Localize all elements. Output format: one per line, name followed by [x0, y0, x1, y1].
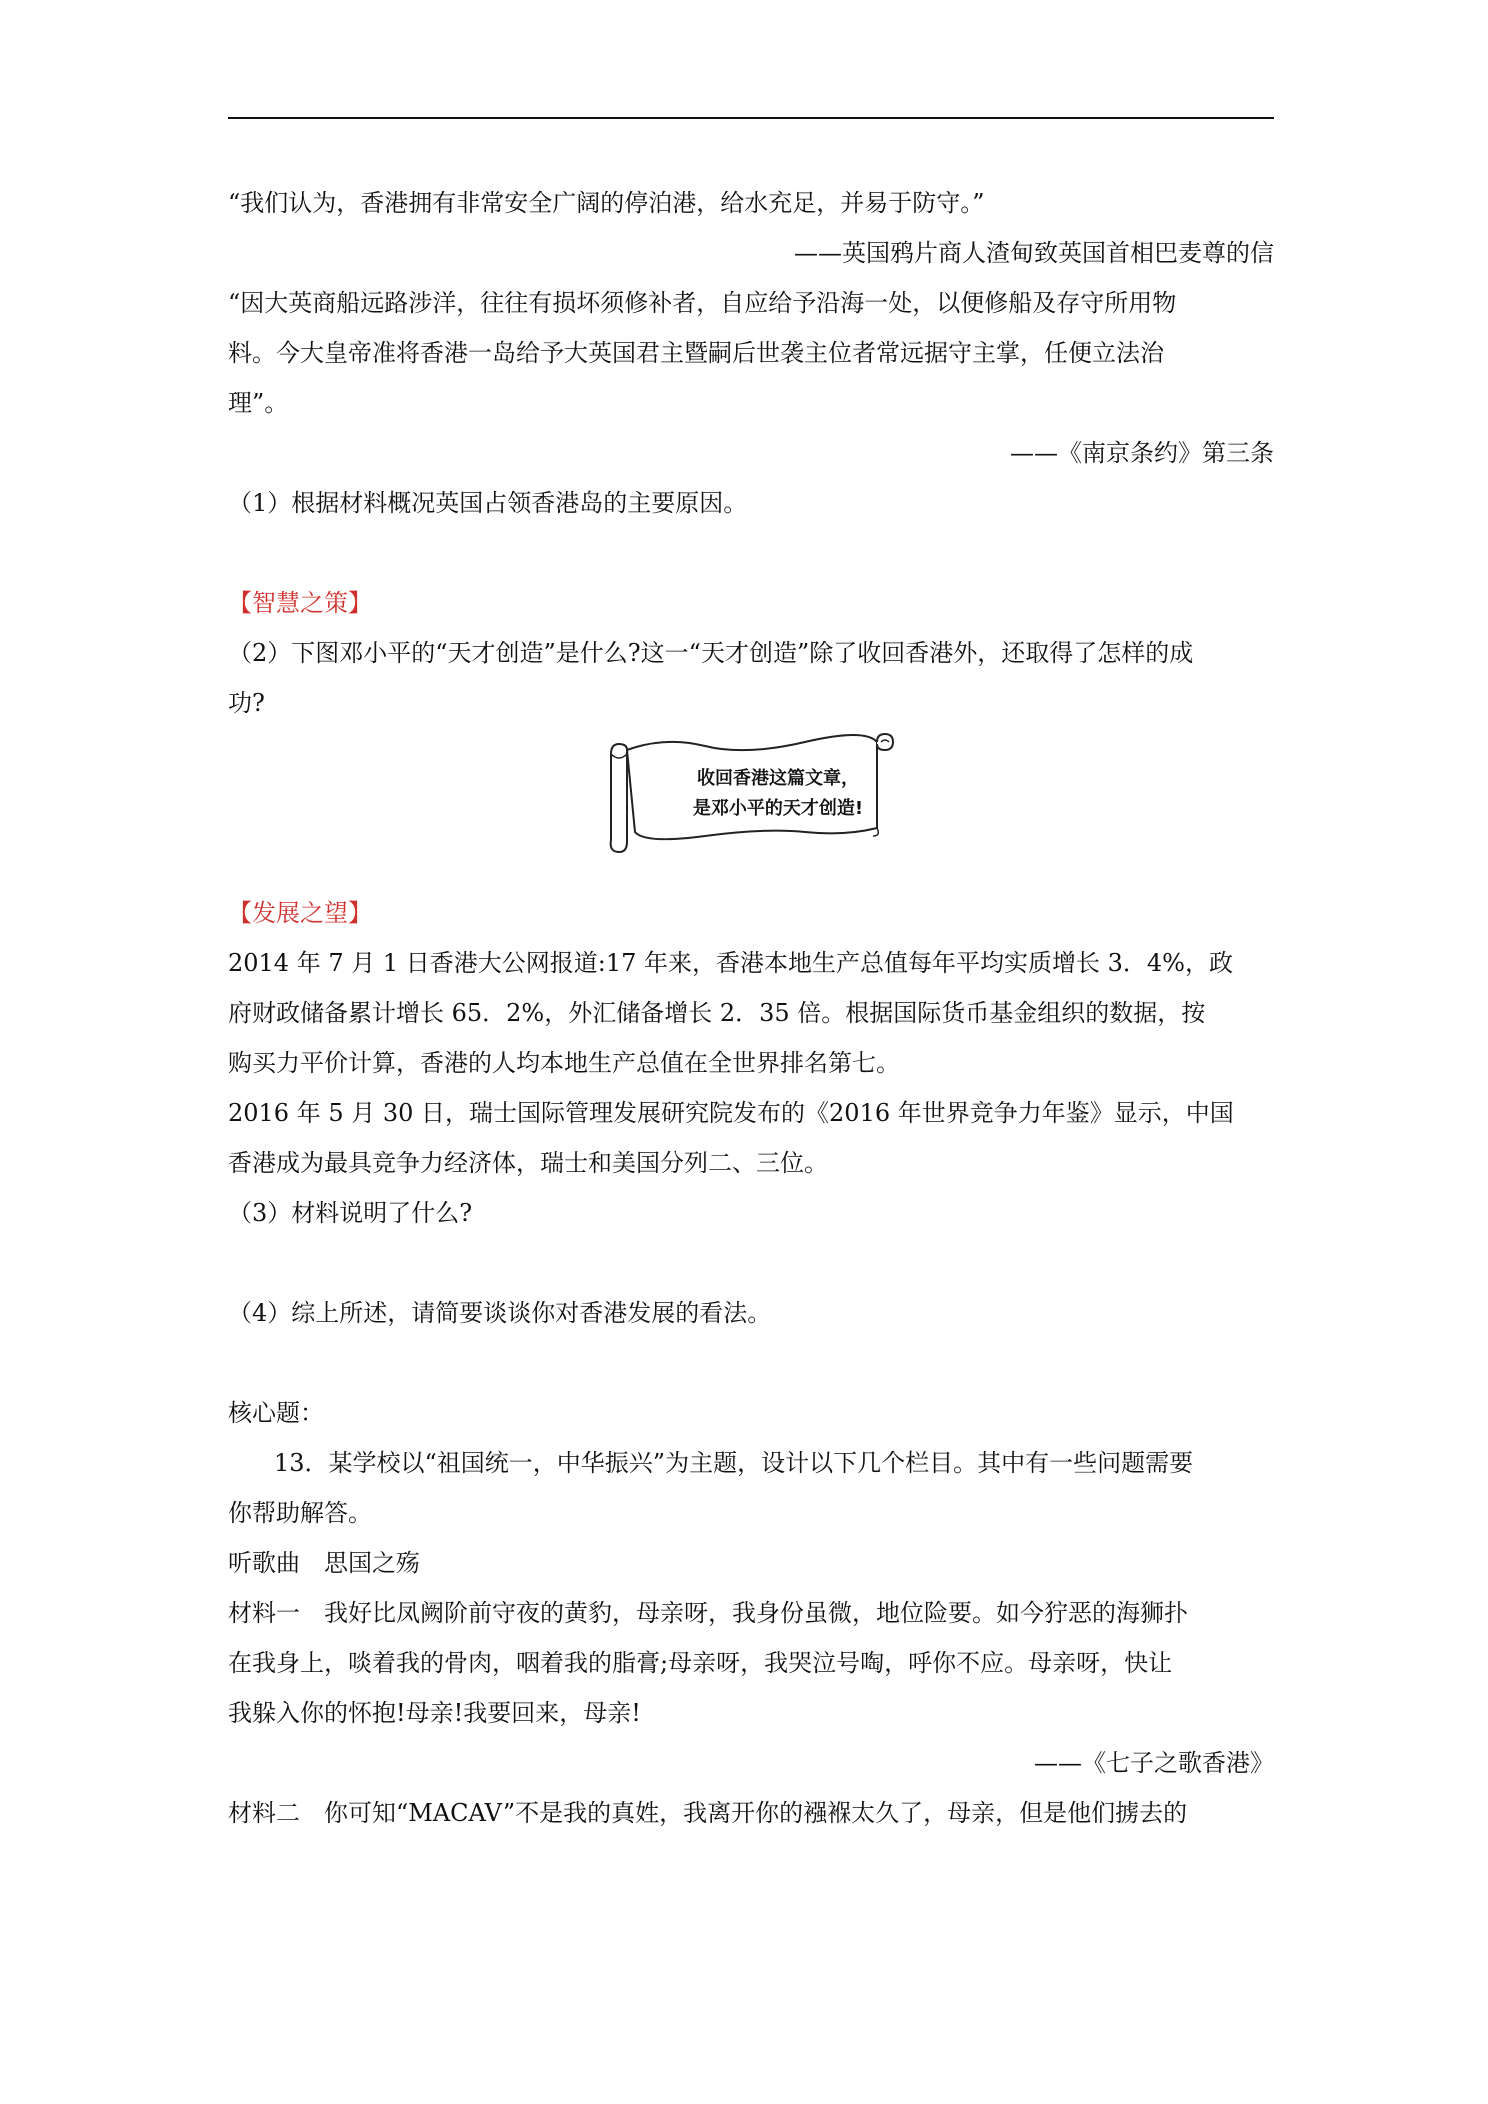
question-1: （1）根据材料概况英国占领香港岛的主要原因。: [228, 489, 748, 517]
question-4: （4）综上所述，请简要谈谈你对香港发展的看法。: [228, 1299, 772, 1327]
scroll-figure: [228, 728, 1274, 888]
scroll-caption-line-2: 是邓小平的天才创造!: [692, 798, 864, 819]
subsection-title: 听歌曲 思国之殇: [228, 1549, 420, 1577]
question-13-line-1: 13．某学校以“祖国统一，中华振兴”为主题，设计以下几个栏目。其中有一些问题需要: [274, 1449, 1194, 1477]
para-1-line-1: 2014 年 7 月 1 日香港大公网报道:17 年来，香港本地生产总值每年平均实质增长 3．4%，政: [228, 949, 1233, 977]
question-3: （3）材料说明了什么?: [228, 1199, 473, 1227]
material-1-line-3: 我躲入你的怀抱!母亲!我要回来，母亲!: [228, 1699, 641, 1727]
material-2-line-1: 材料二 你可知“MACAV”不是我的真姓，我离开你的襁褓太久了，母亲，但是他们掳去的: [228, 1799, 1188, 1827]
scroll-caption-line-1: 收回香港这篇文章，: [697, 768, 859, 789]
core-question-heading: 核心题：: [228, 1399, 324, 1427]
document-body: [228, 178, 1274, 1838]
para-2-line-2: 香港成为最具竞争力经济体，瑞士和美国分列二、三位。: [228, 1149, 828, 1177]
material-1-source: ——《七子之歌香港》: [1034, 1749, 1274, 1777]
material-1-line-2: 在我身上，啖着我的骨肉，咽着我的脂膏;母亲呀，我哭泣号啕，呼你不应。母亲呀，快让: [228, 1649, 1173, 1677]
para-1-line-3: 购买力平价计算，香港的人均本地生产总值在全世界排名第七。: [228, 1049, 900, 1077]
para-2-line-1: 2016 年 5 月 30 日，瑞士国际管理发展研究院发布的《2016 年世界竞争力年鉴》显示，中国: [228, 1099, 1234, 1127]
material-1-line-1: 材料一 我好比凤阙阶前守夜的黄豹，母亲呀，我身份虽微，地位险要。如今狞恶的海狮扑: [228, 1599, 1188, 1627]
quote-treaty-line-1: “因大英商船远路涉洋，往往有损坏须修补者，自应给予沿海一处，以便修船及存守所用物: [228, 289, 1177, 317]
quote-treaty-line-2: 料。今大皇帝准将香港一岛给予大英国君主暨嗣后世袭主位者常远据守主掌，任便立法治: [228, 339, 1164, 367]
section-heading-wisdom: 【智慧之策】: [228, 589, 372, 617]
spacer: [228, 1338, 1274, 1388]
section-heading-development: 【发展之望】: [228, 899, 372, 927]
question-2-line-2: 功?: [228, 689, 265, 717]
spacer: [228, 1238, 1274, 1288]
quote-jardine: “我们认为，香港拥有非常安全广阔的停泊港，给水充足，并易于防守。”: [228, 189, 985, 217]
quote-treaty-line-3: 理”。: [228, 389, 289, 417]
spacer: [228, 528, 1274, 578]
question-2-line-1: （2）下图邓小平的“天才创造”是什么?这一“天才创造”除了收回香港外，还取得了怎样的成: [228, 639, 1194, 667]
header-rule: [228, 117, 1274, 119]
quote-jardine-source: ——英国鸦片商人渣甸致英国首相巴麦尊的信: [794, 239, 1274, 267]
scroll-caption: [658, 764, 898, 824]
para-1-line-2: 府财政储备累计增长 65．2%，外汇储备增长 2．35 倍。根据国际货币基金组织的数据，按: [228, 999, 1206, 1027]
question-13-line-2: 你帮助解答。: [228, 1499, 372, 1527]
quote-treaty-source: ——《南京条约》第三条: [1010, 439, 1274, 467]
